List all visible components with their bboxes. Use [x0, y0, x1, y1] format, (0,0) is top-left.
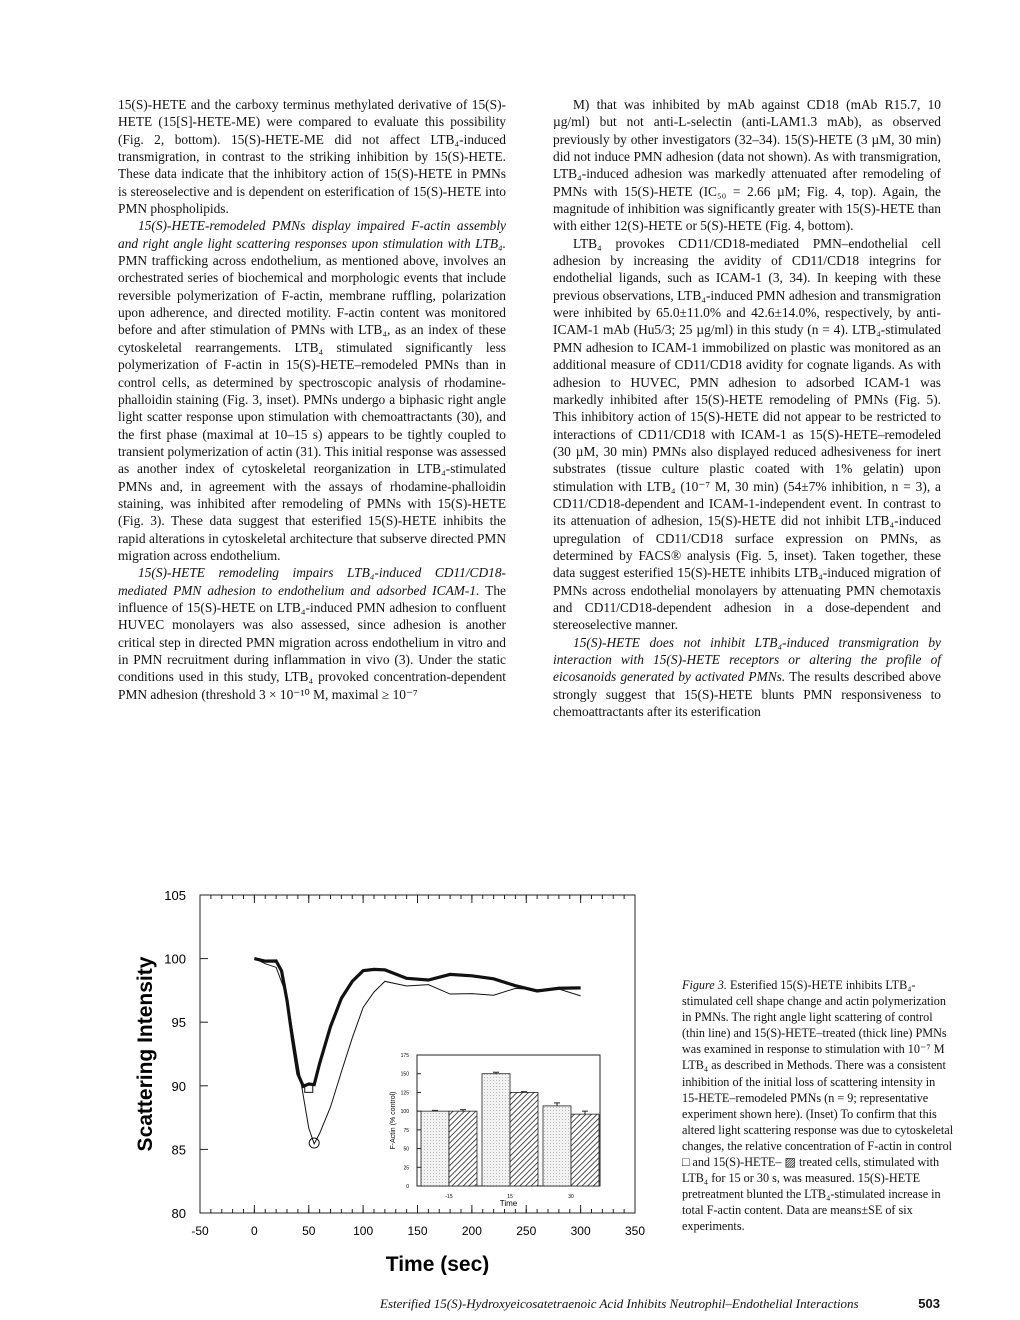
inset-bar-control	[543, 1106, 571, 1186]
caption-text: Esterified 15(S)-HETE inhibits LTB₄-stimulated cell shape change and actin polymerization in PMNs. The right angle light scattering of control (thin line) and 15(S)-HETE–treated (thick line) PMNs was examined in response to stimulation with 10⁻⁷ M LTB₄ as described in Methods. There was a consistent inhibition of the initial loss of scattering intensity in 15-HETE–remodeled PMNs (n = 9; representative experiment shown here). (Inset) To confirm that this altered light scattering response was due to cytoskeletal changes, the relative concentration of F-actin in control □ and 15(S)-HETE– ▨ treated cells, stimulated with LTB₄ for 15 or 30 s, was measured. 15(S)-HETE pretreatment blunted the LTB₄-stimulated increase in total F-actin content. Data are means±SE of six experiments.	[682, 978, 954, 1234]
y-axis-label: Scattering Intensity	[134, 956, 157, 1152]
running-title: Esterified 15(S)-Hydroxyeicosatetraenoic Acid Inhibits Neutrophil–Endothelial Interactions	[380, 1296, 859, 1311]
x-tick-label: -50	[191, 1224, 209, 1238]
x-tick-label: 100	[353, 1224, 374, 1238]
figure-3-chart	[130, 885, 650, 1275]
caption-label: Figure 3.	[682, 978, 727, 992]
inset-y-tick-label: 150	[400, 1071, 409, 1078]
paragraph	[118, 564, 506, 703]
paragraph	[553, 96, 941, 235]
inset-y-tick-label: 0	[406, 1184, 409, 1190]
y-tick-label: 80	[171, 1206, 186, 1221]
inset-y-tick-label: 100	[400, 1109, 409, 1116]
page-number: 503	[918, 1296, 940, 1311]
inset-bar-hete	[510, 1092, 538, 1186]
y-tick-label: 95	[171, 1015, 186, 1031]
paragraph-heading: 15(S)-HETE remodeling impairs LTB₄-induced CD11/CD18-mediated PMN adhesion to endothelium and adsorbed ICAM-1.	[118, 565, 506, 598]
paragraph	[553, 235, 941, 634]
left-column	[118, 96, 506, 703]
inset-bar-hete	[449, 1111, 477, 1186]
x-tick-label: 50	[302, 1224, 316, 1238]
paragraph-text: M) that was inhibited by mAb against CD18 (mAb R15.7, 10 µg/ml) but not anti-L-selectin (anti-LAM1.3 mAb), as observed previously by other investigators (32–34). 15(S)-HETE (3 µM, 30 min) did not induce PMN adhesion (data not shown). As with transmigration, LTB₄-induced adhesion was markedly attenuated after remodeling of PMNs with 15(S)-HETE (IC₅₀ = 2.66 µM; Fig. 4, top). Again, the magnitude of inhibition was significantly greater with 15(S)-HETE than with either 12(S)-HETE or 5(S)-HETE (Fig. 4, bottom).	[553, 97, 941, 234]
paragraph-text: The influence of 15(S)-HETE on LTB₄-induced PMN adhesion to confluent HUVEC monolayers was also assessed, since adhesion is another critical step in directed PMN migration across endothelium in vitro and in PMN recruitment during inflammation in vivo (3). Under the static conditions used in this study, LTB₄ provoked concentration-dependent PMN adhesion (threshold 3 × 10⁻¹⁰ M, maximal ≥ 10⁻⁷	[118, 582, 506, 702]
inset-x-tick-label: -15	[445, 1194, 453, 1200]
inset-x-tick-label: 15	[507, 1194, 513, 1200]
y-tick-label: 105	[164, 888, 186, 903]
paragraph	[118, 217, 506, 564]
x-tick-label: 200	[461, 1224, 482, 1238]
inset-y-tick-label: 75	[403, 1127, 409, 1134]
inset-y-tick-label: 175	[400, 1053, 409, 1059]
paragraph-text: The results described above strongly suggest that 15(S)-HETE blunts PMN responsiveness to chemoattractants after its esterification	[553, 669, 941, 720]
inset-y-tick-label: 50	[403, 1146, 409, 1153]
inset-y-tick-label: 125	[400, 1090, 409, 1097]
x-tick-label: 150	[407, 1224, 428, 1238]
inset-bar-control	[482, 1074, 510, 1186]
paragraph	[553, 634, 941, 721]
inset-x-axis-label: Time	[499, 1199, 518, 1208]
x-tick-label: 250	[516, 1224, 537, 1238]
x-tick-label: 350	[624, 1224, 646, 1238]
inset-y-axis-label: F-Actin (% control)	[390, 1091, 397, 1150]
x-axis-label: Time (sec)	[385, 1253, 490, 1275]
paragraph-text: PMN trafficking across endothelium, as mentioned above, involves an orchestrated series of biochemical and morphologic events that include reversible polymerization of F-actin, membrane ruffling, polarization upon adherence, and directed motility. F-actin content was monitored before and after stimulation of PMNs with LTB₄, as an index of these cytoskeletal rearrangements. LTB₄ stimulated significantly less polymerization of F-actin in 15(S)-HETE–remodeled PMNs than in control cells, as determined by spectroscopic analysis of rhodamine-phalloidin staining (Fig. 3, inset). PMNs undergo a biphasic right angle light scatter response upon stimulation with chemoattractants (30), and the first phase (maximal at 10–15 s) appears to be tightly coupled to transient polymerization of actin (31). This initial response was assessed as another index of cytoskeletal reorganization in LTB₄-stimulated PMNs and, in agreement with the assays of rhodamine-phalloidin staining, was inhibited after remodeling of PMNs with 15(S)-HETE (Fig. 3). These data suggest that esterified 15(S)-HETE inhibits the rapid alterations in cytoskeletal architecture that subserve directed PMN migration across endothelium.	[118, 253, 506, 563]
page-footer	[380, 1296, 940, 1312]
paragraph-text: 15(S)-HETE and the carboxy terminus methylated derivative of 15(S)-HETE (15[S]-HETE-ME) were compared to evaluate this possibility (Fig. 2, bottom). 15(S)-HETE-ME did not affect LTB₄-induced transmigration, in contrast to the striking inhibition by 15(S)-HETE. These data indicate that the inhibitory action of 15(S)-HETE in PMNs is stereoselective and is dependent on esterification of 15(S)-HETE into PMN phospholipids.	[118, 97, 506, 217]
inset-bar-hete	[571, 1114, 599, 1186]
figure-caption	[682, 977, 954, 1235]
x-tick-label: 0	[251, 1224, 258, 1238]
right-column	[553, 96, 941, 720]
paragraph-heading: 15(S)-HETE-remodeled PMNs display impaired F-actin assembly and right angle light scattering responses upon stimulation with LTB₄.	[118, 218, 506, 251]
inset-bar-control	[421, 1111, 449, 1186]
inset-x-tick-label: 30	[568, 1194, 574, 1200]
y-tick-label: 85	[171, 1142, 186, 1158]
paragraph	[118, 96, 506, 217]
y-tick-label: 100	[164, 951, 186, 967]
inset-y-tick-label: 25	[403, 1165, 409, 1172]
paragraph-heading: 15(S)-HETE does not inhibit LTB₄-induced transmigration by interaction with 15(S)-HETE receptors or altering the profile of eicosanoids generated by activated PMNs.	[553, 634, 941, 685]
paragraph-text: LTB₄ provokes CD11/CD18-mediated PMN–endothelial cell adhesion by increasing the avidity of CD11/CD18 integrins for endothelial ligands, such as ICAM-1 (3, 34). In keeping with these previous observations, LTB₄-induced PMN adhesion and transmigration were inhibited by 65.0±11.0% and 42.6±14.0%, respectively, by anti-ICAM-1 mAb (Hu5/3; 25 µg/ml) in this study (n = 4). LTB₄-stimulated PMN adhesion to ICAM-1 immobilized on plastic was monitored as an additional measure of CD11/CD18 avidity for cognate ligands. As with adhesion to HUVEC, PMN adhesion to adsorbed ICAM-1 was markedly inhibited after 15(S)-HETE remodeling of PMNs (Fig. 5). This inhibitory action of 15(S)-HETE did not appear to be restricted to interactions of CD11/CD18 with ICAM-1 as 15(S)-HETE–remodeled (30 µM, 30 min) PMNs also displayed reduced adhesiveness for inert substrates (tissue culture plastic coated with 1% gelatin) upon stimulation with LTB₄ (10⁻⁷ M, 30 min) (54±7% inhibition, n = 3), a CD11/CD18-dependent and ICAM-1-independent event. In contrast to its attenuation of adhesion, 15(S)-HETE did not inhibit LTB₄-induced upregulation of CD11/CD18 surface expression on PMNs, as determined by FACS® analysis (Fig. 5, inset). Taken together, these data suggest esterified 15(S)-HETE inhibits LTB₄-induced migration of PMNs across endothelial monolayers by attenuating PMN chemotaxis and CD11/CD18-dependent adhesion in a dose-dependent and stereoselective manner.	[553, 235, 941, 633]
y-tick-label: 90	[171, 1078, 186, 1094]
x-tick-label: 300	[570, 1224, 591, 1238]
